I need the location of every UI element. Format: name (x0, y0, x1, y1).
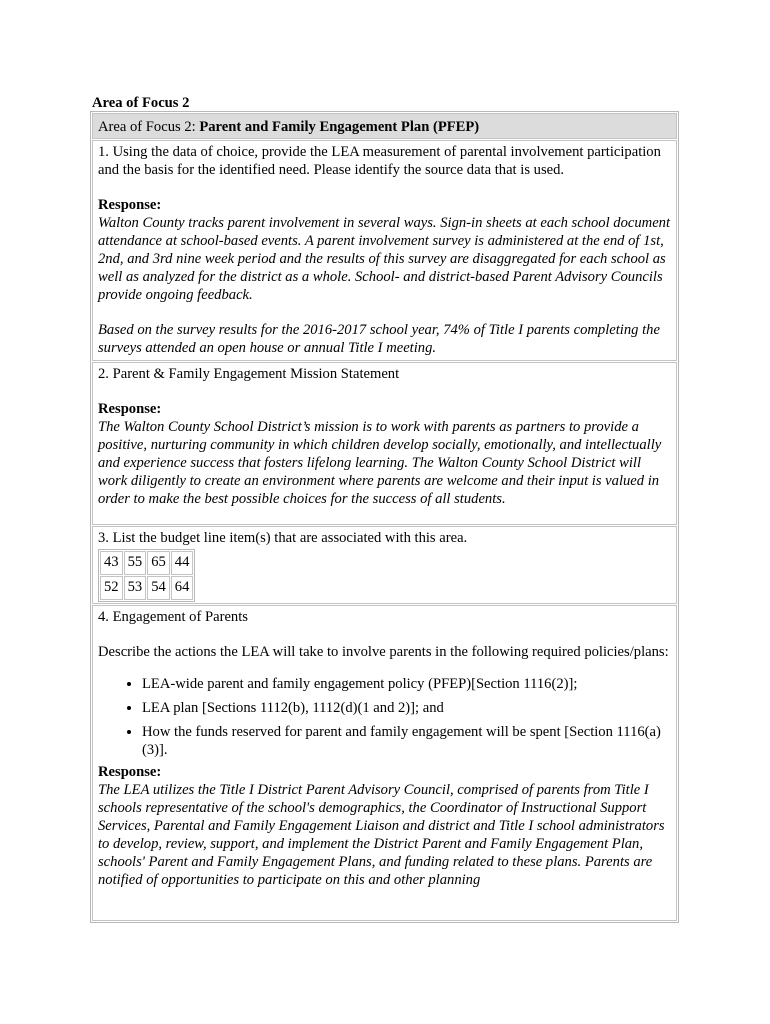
budget-cell: 64 (171, 576, 194, 600)
table-row (100, 551, 193, 575)
table-header (92, 113, 677, 139)
budget-cell: 55 (124, 551, 147, 575)
question-1-response-paragraph-2: Based on the survey results for the 2016-2017 school year, 74% of Title I parents completing the surveys attended an open house or annual Title I meeting. (98, 322, 660, 356)
budget-cell: 65 (147, 551, 170, 575)
question-3-text: 3. List the budget line item(s) that are associated with this area. (98, 530, 468, 546)
budget-cell: 52 (100, 576, 123, 600)
list-item: • LEA plan [Sections 1112(b), 1112(d)(1 and 2)]; and (142, 699, 671, 717)
budget-cell: 54 (147, 576, 170, 600)
question-2-text: 2. Parent & Family Engagement Mission Statement (98, 366, 400, 382)
budget-cell: 44 (171, 551, 194, 575)
question-4-response-label: Response: (98, 764, 162, 780)
table-row (100, 576, 193, 600)
budget-line-items-table (98, 549, 195, 602)
section-heading: Area of Focus 2 (92, 95, 190, 111)
table-header-prefix: Area of Focus 2: (98, 119, 200, 135)
budget-cell: 43 (100, 551, 123, 575)
list-item: • How the funds reserved for parent and family engagement will be spent [Section 1116(a)(3)]. (142, 723, 671, 759)
question-3-cell (92, 526, 677, 604)
list-item: • LEA-wide parent and family engagement policy (PFEP)[Section 1116(2)]; (142, 675, 671, 693)
table-header-title: Parent and Family Engagement Plan (PFEP) (199, 119, 480, 135)
question-2-response: The Walton County School District’s mission is to work with parents as partners to provide a positive, nurturing community in which children develop socially, emotionally, and intellectually and experience success that fosters lifelong learning. The Walton County School District will work diligently to create an environment where parents are welcome and their input is valued in order to make the best possible choices for the success of all students. (98, 419, 662, 507)
question-1-text: 1. Using the data of choice, provide the LEA measurement of parental involvement participation and the basis for the identified need. Please identify the source data that is used. (98, 144, 661, 178)
question-4-response: The LEA utilizes the Title I District Parent Advisory Council, comprised of parents from Title I schools representative of the school's demographics, the Coordinator of Instructional Support Services, Parental and Family Engagement Liaison and district and Title I school administrators to develop, review, support, and implement the District Parent and Family Engagement Plan, schools' Parent and Family Engagement Plans, and funding related to these plans. Parents are notified of opportunities to participate on this and other planning (98, 782, 665, 888)
question-1-response-label: Response: (98, 197, 162, 213)
focus-area-table (90, 111, 679, 923)
budget-cell: 53 (124, 576, 147, 600)
question-2-cell (92, 362, 677, 525)
question-4-text: 4. Engagement of Parents (98, 609, 248, 625)
question-4-cell (92, 605, 677, 921)
question-2-response-label: Response: (98, 401, 162, 417)
question-1-response-paragraph-1: Walton County tracks parent involvement in several ways. Sign-in sheets at each school document attendance at school-based events. A parent involvement survey is administered at the end of 1st, 2nd, and 3rd nine week period and the results of this survey are disaggregated for each school as well as analyzed for the district as a whole. School- and district-based Parent Advisory Councils provide ongoing feedback. (98, 215, 671, 303)
question-4-intro: Describe the actions the LEA will take to involve parents in the following required policies/plans: (98, 644, 669, 660)
question-1-cell (92, 140, 677, 361)
required-policies-list (98, 675, 671, 759)
